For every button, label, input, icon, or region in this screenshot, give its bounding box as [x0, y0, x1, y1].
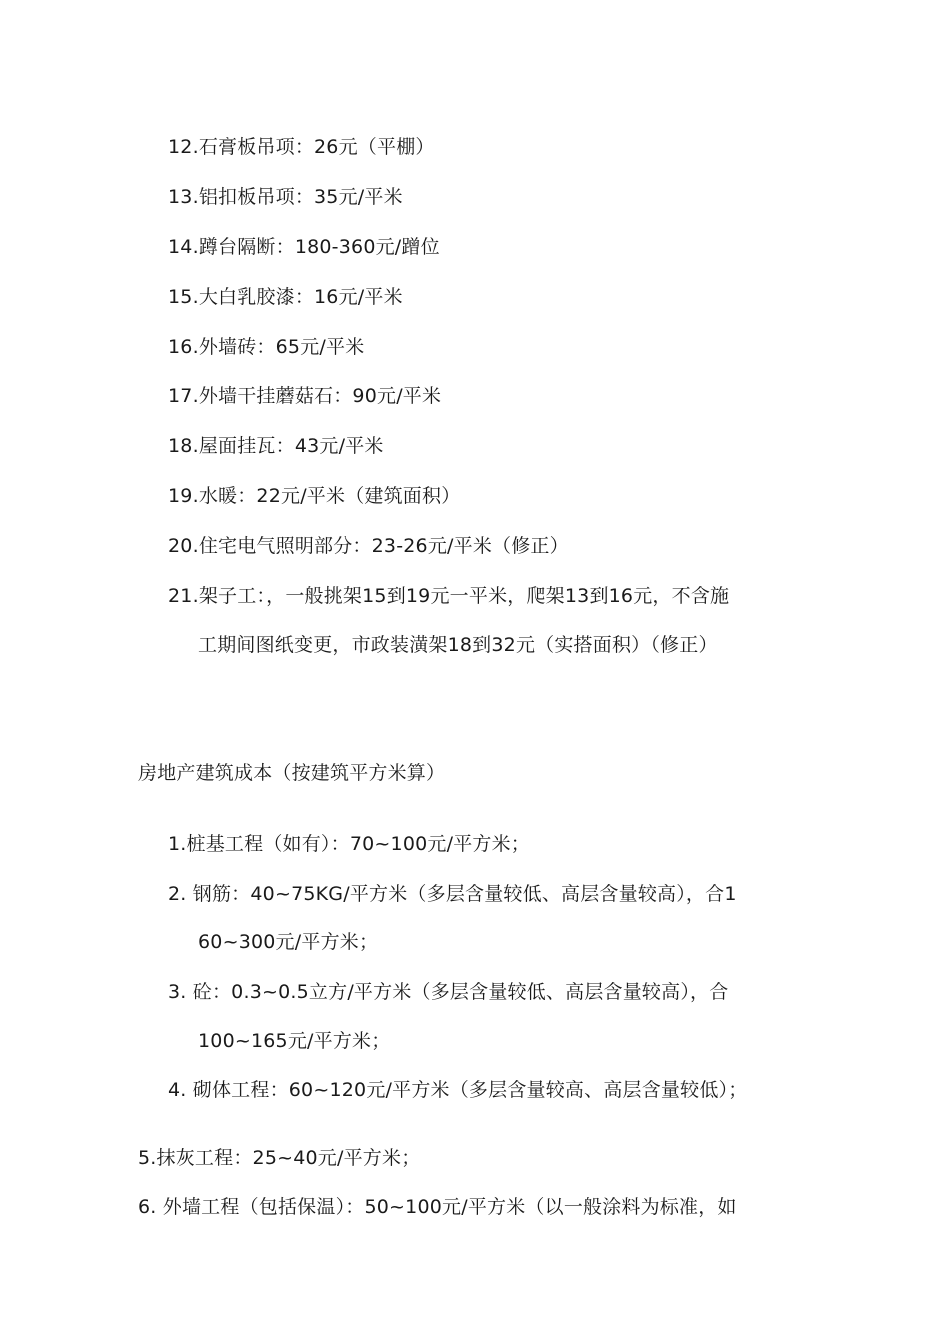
labor-price-line: 16.外墙砖：65元/平米 [168, 336, 365, 358]
labor-price-line: 19.水暖：22元/平米（建筑面积） [168, 485, 461, 507]
labor-price-line: 18.屋面挂瓦：43元/平米 [168, 435, 384, 457]
labor-price-line: 15.大白乳胶漆：16元/平米 [168, 286, 403, 308]
cost-item-line-continued: 60~300元/平方米； [198, 931, 379, 953]
labor-price-line: 17.外墙干挂蘑菇石：90元/平米 [168, 385, 442, 407]
labor-price-line: 13.铝扣板吊项：35元/平米 [168, 186, 403, 208]
cost-item-line: 2. 钢筋：40~75KG/平方米（多层含量较低、高层含量较高），合1 [168, 883, 737, 905]
labor-price-line: 12.石膏板吊项：26元（平棚） [168, 136, 435, 158]
cost-item-line-continued: 100~165元/平方米； [198, 1030, 391, 1052]
section-title: 房地产建筑成本（按建筑平方米算） [138, 762, 446, 784]
cost-item-line: 6. 外墙工程（包括保温）：50~100元/平方米（以一般涂料为标准，如 [138, 1196, 737, 1218]
cost-item-line: 3. 砼：0.3~0.5立方/平方米（多层含量较低、高层含量较高），合 [168, 981, 729, 1003]
cost-item-line: 4. 砌体工程：60~120元/平方米（多层含量较高、高层含量较低）； [168, 1079, 748, 1101]
labor-price-line-continued: 工期间图纸变更，市政装潢架18到32元（实搭面积）（修正） [198, 634, 718, 656]
cost-item-line: 1.桩基工程（如有）：70~100元/平方米； [168, 833, 530, 855]
labor-price-line: 14.蹲台隔断：180-360元/蹭位 [168, 236, 440, 258]
labor-price-line: 21.架子工：，一般挑架15到19元一平米，爬架13到16元，不含施 [168, 585, 730, 607]
cost-item-line: 5.抹灰工程：25~40元/平方米； [138, 1147, 421, 1169]
labor-price-line: 20.住宅电气照明部分：23-26元/平米（修正） [168, 535, 569, 557]
